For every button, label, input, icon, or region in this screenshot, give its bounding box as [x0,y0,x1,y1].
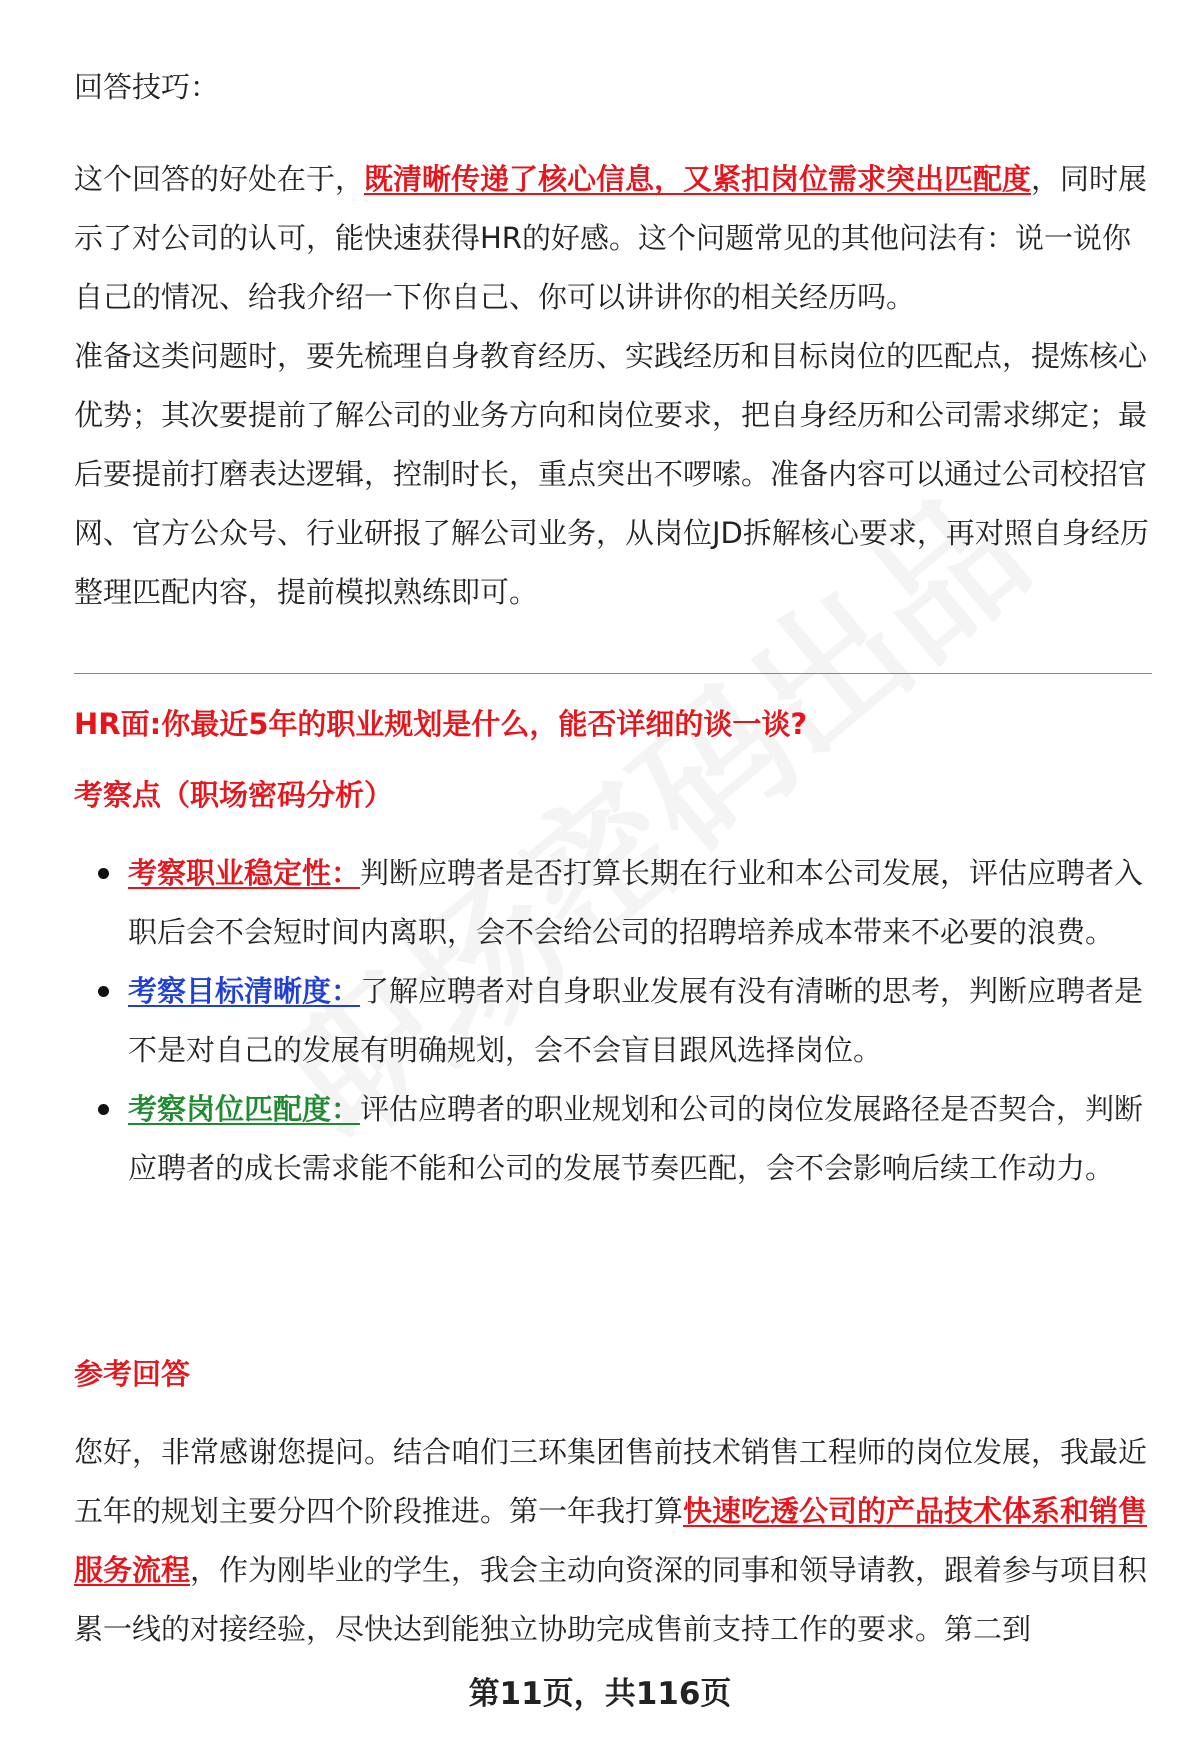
point-label: 考察目标清晰度： [128,974,361,1008]
list-item [128,1080,1152,1198]
points-list [74,844,1152,1198]
point-label: 考察职业稳定性： [128,856,361,890]
bullet-dot [98,868,109,879]
answer-heading: 参考回答 [74,1357,191,1391]
tips-paragraph-1 [74,150,1152,327]
section-divider [74,673,1152,674]
answer-highlight: 快速吃透公司的产品技术体系和销售服务流程 [74,1494,1148,1587]
list-item [128,844,1152,962]
list-item [128,962,1152,1080]
page-number: 第11页，共116页 [468,1676,732,1712]
answer-text-post: ，作为刚毕业的学生，我会主动向资深的同事和领导请教，跟着参与项目积累一线的对接经验，尽快达到能独立协助完成售前支持工作的要求。第二到 [74,1553,1148,1646]
answer-paragraph [74,1423,1152,1659]
points-heading: 考察点（职场密码分析） [74,778,394,812]
question-heading: HR面:你最近5年的职业规划是什么，能否详细的谈一谈? [74,707,808,741]
point-text: 评估应聘者的职业规划和公司的岗位发展路径是否契合，判断应聘者的成长需求能不能和公司的发展节奏匹配，会不会影响后续工作动力。 [128,1092,1144,1185]
point-text: 判断应聘者是否打算长期在行业和本公司发展，评估应聘者入职后会不会短时间内离职，会不会给公司的招聘培养成本带来不必要的浪费。 [128,856,1144,949]
point-label: 考察岗位匹配度： [128,1092,361,1126]
answer-text-pre: 您好，非常感谢您提问。结合咱们三环集团售前技术销售工程师的岗位发展，我最近五年的规划主要分四个阶段推进。第一年我打算 [74,1435,1148,1528]
section-label: 回答技巧： [74,70,220,104]
bullet-dot [98,986,109,997]
point-text: 了解应聘者对自身职业发展有没有清晰的思考，判断应聘者是不是对自己的发展有明确规划，会不会盲目跟风选择岗位。 [128,974,1144,1067]
tips-text-post: ，同时展示了对公司的认可，能快速获得HR的好感。这个问题常见的其他问法有：说一说你自己的情况、给我介绍一下你自己、你可以讲讲你的相关经历吗。 [74,162,1148,314]
tips-highlight: 既清晰传递了核心信息，又紧扣岗位需求突出匹配度 [364,162,1032,196]
tips-text-pre: 这个回答的好处在于， [74,162,365,196]
bullet-dot [98,1104,109,1115]
tips-paragraph-2: 准备这类问题时，要先梳理自身教育经历、实践经历和目标岗位的匹配点，提炼核心优势；其次要提前了解公司的业务方向和岗位要求，把自身经历和公司需求绑定；最后要提前打磨表达逻辑，控制时长，重点突出不啰嗦。准备内容可以通过公司校招官网、官方公众号、行业研报了解公司业务，从岗位JD拆解核心要求，再对照自身经历整理匹配内容，提前模拟熟练即可。 [74,339,1149,609]
